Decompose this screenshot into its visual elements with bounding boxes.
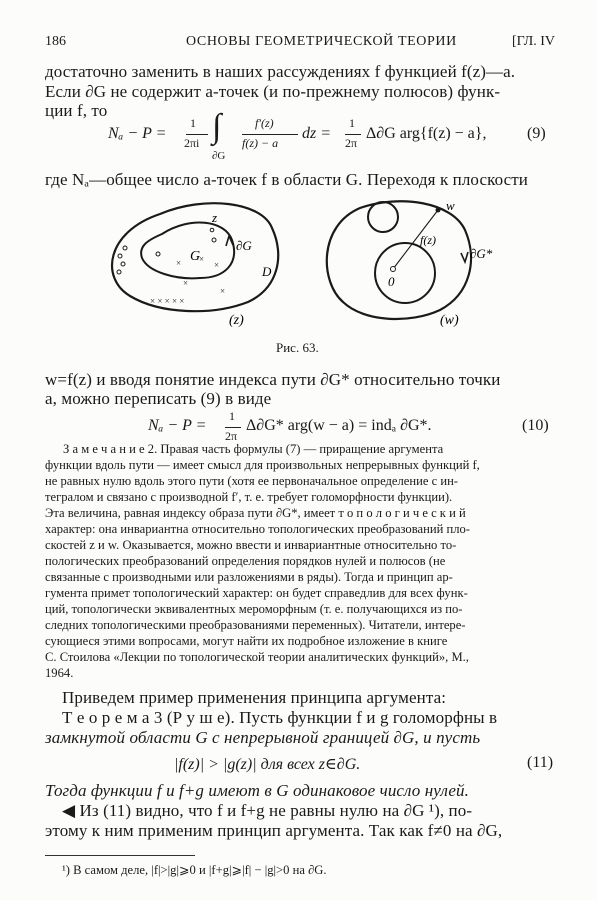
eq9-frac1-den: 2πi <box>184 136 200 150</box>
eq9-dz: dz = <box>302 125 332 142</box>
remark-line: Эта величина, равная индексу образа пути ∂G*, имеет т о п о л о г и ч е с к и й <box>45 506 466 520</box>
text-line: достаточно заменить в наших рассуждениях f функцией f(z)—a. <box>45 62 516 81</box>
label-G: G <box>190 249 201 264</box>
point-w <box>436 208 441 213</box>
text-line: где Nₐ—общее число a-точек f в области G. Переходя к плоскости <box>45 170 528 189</box>
theorem-line: Т е о р е м а 3 (Р у ш е). Пусть функции f и g голоморфны в <box>62 708 498 727</box>
figure-63 <box>0 190 597 340</box>
remark-line: ций, топологически эквивалентных мероморфным (т. е. получающихся из по- <box>45 602 463 616</box>
fraction-bar <box>186 134 208 135</box>
proof-line: ◀ Из (11) видно, что f и f+g не равны нулю на ∂G ¹), по- <box>62 801 473 820</box>
text-line: a, можно переписать (9) в виде <box>45 389 272 408</box>
zeros-group <box>150 254 225 306</box>
page-number: 186 <box>45 34 66 49</box>
label-0: 0 <box>388 274 395 289</box>
eq11-body: |f(z)| > |g(z)| для всех z∈∂G. <box>174 756 361 773</box>
eq10-rhs: Δ∂G* arg(w − a) = indₐ ∂G*. <box>246 417 432 434</box>
svg-text:×: × <box>214 260 220 270</box>
eq9-frac2-den: f(z) − a <box>242 136 279 150</box>
eq9-number: (9) <box>527 125 546 142</box>
remark-line: С. Стоилова «Лекции по топологической теории аналитических функций», М., <box>45 650 469 664</box>
svg-text:×: × <box>220 286 226 296</box>
fraction-bar <box>242 134 298 135</box>
eq9-frac2-num: f′(z) <box>255 116 274 130</box>
remark-line: характер: она инвариантна относительно топологических преобразований пло- <box>45 522 470 536</box>
theorem-end: Тогда функции f и f+g имеют в G одинаковое число нулей. <box>45 781 469 800</box>
remark-line: не равных нулю вдоль этого пути (хотя ее первоначальное определение с ин- <box>45 474 458 488</box>
text-line: Приведем пример применения принципа аргумента: <box>62 688 447 707</box>
svg-text:× × × × ×: × × × × × <box>150 296 185 306</box>
origin-point <box>391 267 396 272</box>
remark-line: связанные с производными или разложениями в ряды). Тогда и принцип ар- <box>45 570 453 584</box>
integral-sign: ∫ <box>212 108 222 145</box>
small-loop <box>368 202 398 232</box>
label-dG-star: ∂G* <box>470 246 493 261</box>
eq9-delta: Δ∂G arg{f(z) − a}, <box>366 125 487 142</box>
figure-caption: Рис. 63. <box>276 340 319 355</box>
proof-line: этому к ним применим принцип аргумента. Так как f≠0 на ∂G, <box>45 821 503 840</box>
remark-line: гумента примет топологический характер: он будет справедлив для всех функ- <box>45 586 468 600</box>
svg-text:×: × <box>199 254 205 264</box>
theorem-line: замкнутой области G с непрерывной границей ∂G, и пусть <box>45 728 481 747</box>
eq9-frac1-num: 1 <box>190 116 196 130</box>
footnote-rule <box>45 855 195 856</box>
remark-line: сующиеся этими вопросами, могут найти их подробное изложение в книге <box>45 634 448 648</box>
caption-z: (z) <box>229 313 244 328</box>
chapter-label: [ГЛ. IV <box>512 34 555 49</box>
poles-group <box>117 228 216 274</box>
loop-around-origin <box>375 243 435 303</box>
caption-w: (w) <box>440 313 459 328</box>
remark-line: З а м е ч а н и е 2. Правая часть формулы (7) — приращение аргумента <box>63 442 444 456</box>
eq9-frac3-den: 2π <box>345 136 358 150</box>
arrow-icon <box>461 252 468 262</box>
path-dG <box>141 223 234 279</box>
remark-line: 1964. <box>45 666 74 680</box>
text-line: w=f(z) и вводя понятие индекса пути ∂G* относительно точки <box>45 370 501 389</box>
label-D: D <box>262 264 272 279</box>
running-title: ОСНОВЫ ГЕОМЕТРИЧЕСКОЙ ТЕОРИИ <box>186 34 457 49</box>
remark-line: тегралом и связано с производной f′, т. е. требует голоморфности функции). <box>45 490 453 504</box>
eq10-lhs: Nₐ − P = <box>148 417 207 434</box>
remark-line: функции вдоль пути — имеет смысл для произвольных непрерывных функций f, <box>45 458 480 472</box>
label-fz: f(z) <box>420 233 436 247</box>
text-line: Если ∂G не содержит a-точек (и по-прежнему полюсов) функ- <box>45 82 501 101</box>
eq10-number: (10) <box>522 417 549 434</box>
label-dG: ∂G <box>236 238 252 253</box>
svg-text:×: × <box>176 258 182 268</box>
eq11-number: (11) <box>527 754 554 771</box>
svg-text:×: × <box>183 278 189 288</box>
text-line: ции f, то <box>45 101 108 120</box>
label-z: z <box>212 210 218 225</box>
eq10-frac-num: 1 <box>229 409 235 423</box>
eq9-frac3-num: 1 <box>349 116 355 130</box>
eq9-lhs: Nₐ − P = <box>108 125 167 142</box>
fraction-bar <box>225 427 241 428</box>
remark-line: пологических преобразований определения порядков нулей и полюсов (не <box>45 554 446 568</box>
remark-line: скостей z и w. Оказывается, можно ввести и инвариантные относительно то- <box>45 538 457 552</box>
eq9-integral-sub: ∂G <box>212 150 226 162</box>
footnote: ¹) В самом деле, |f|>|g|⩾0 и |f+g|⩾|f| − |g|>0 на ∂G. <box>62 863 327 877</box>
fraction-bar <box>345 134 361 135</box>
remark-line: следних топологическими преобразованиями переменных). Читатели, интере- <box>45 618 466 632</box>
label-w: w <box>446 198 455 213</box>
eq10-frac-den: 2π <box>225 429 238 443</box>
